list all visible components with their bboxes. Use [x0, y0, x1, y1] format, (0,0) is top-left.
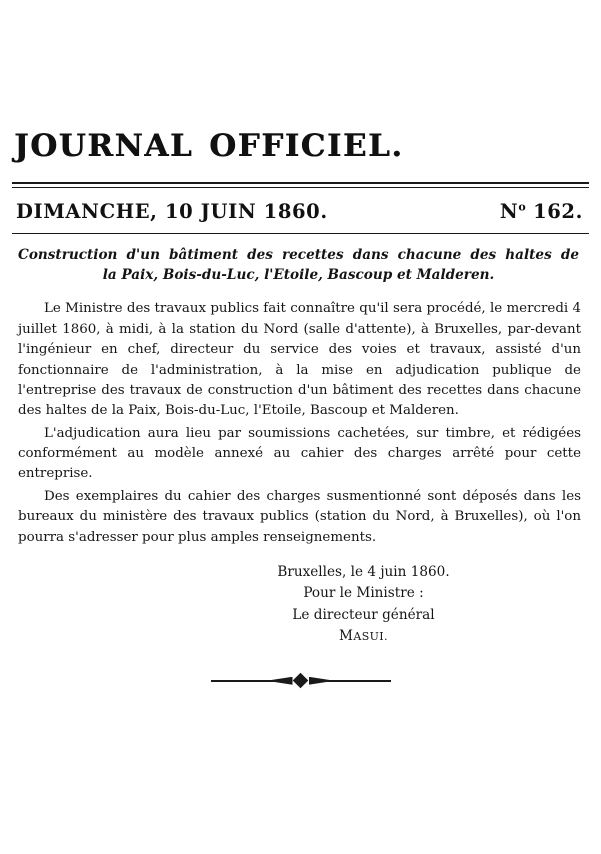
- ornament-wing-left: [267, 677, 293, 685]
- signature-name-initial: M: [339, 628, 354, 645]
- signature-block: [0, 562, 567, 648]
- issue-number-prefix: N: [499, 200, 519, 223]
- article-subject-line-2: la Paix, Bois-du-Luc, l'Etoile, Bascoup et Malderen.: [102, 266, 495, 283]
- signature-title: Le directeur général: [292, 606, 435, 623]
- signature-name: [160, 626, 567, 647]
- signature-place-date: Bruxelles, le 4 juin 1860.: [277, 563, 450, 580]
- masthead-title: [0, 128, 601, 164]
- ornament-bar-right: [327, 680, 391, 682]
- article-subject: [18, 246, 579, 285]
- issue-number-superscript: o: [518, 200, 526, 214]
- article-paragraph-3: Des exemplaires du cahier des charges susmentionné sont déposés dans les bureaux du ministère des travaux publics (station du Nord, à Bruxelles), où l'on pourra s'adresser pour plus amples renseignements.: [18, 488, 581, 545]
- signature-for-minister: Pour le Ministre :: [303, 585, 424, 602]
- issue-number-block: [500, 200, 583, 223]
- signature-name-rest: ASUI.: [353, 630, 388, 644]
- article-subject-line-1: Construction d'un bâtiment des recettes dans chacune des haltes de: [18, 247, 579, 263]
- dateline: [16, 200, 583, 223]
- ornament-bar-left: [211, 680, 275, 682]
- issue-date: DIMANCHE, 10 JUIN 1860.: [16, 200, 328, 223]
- ornament-divider-icon: [211, 674, 391, 688]
- article-paragraph-1: Le Ministre des travaux publics fait connaître qu'il sera procédé, le mercredi 4 juillet 1860, à midi, à la station du Nord (salle d'attente), à Bruxelles, par-devant l'ingénieur en chef, directeur du service des voies et travaux, assisté d'un fonctionnaire de l'administration, à la mise en adjudication publique de l'entreprise des travaux de construction d'un bâtiment des recettes dans chacune des haltes de la Paix, Bois-du-Luc, l'Etoile, Bascoup et Malderen.: [18, 301, 581, 419]
- article-body: [18, 299, 581, 548]
- issue-number-value: 162.: [533, 200, 583, 223]
- ornament-diamond: [293, 673, 309, 689]
- masthead-word-officiel: OFFICIEL.: [209, 128, 404, 164]
- divider-rule-top: [12, 182, 589, 184]
- divider-rule-thin: [12, 187, 589, 188]
- article-paragraph-2: L'adjudication aura lieu par soumissions cachetées, sur timbre, et rédigées conformément au modèle annexé au cahier des charges arrêté pour cette entreprise.: [18, 425, 581, 482]
- masthead-word-journal: JOURNAL: [14, 128, 194, 164]
- divider-rule-under-dateline: [12, 233, 589, 234]
